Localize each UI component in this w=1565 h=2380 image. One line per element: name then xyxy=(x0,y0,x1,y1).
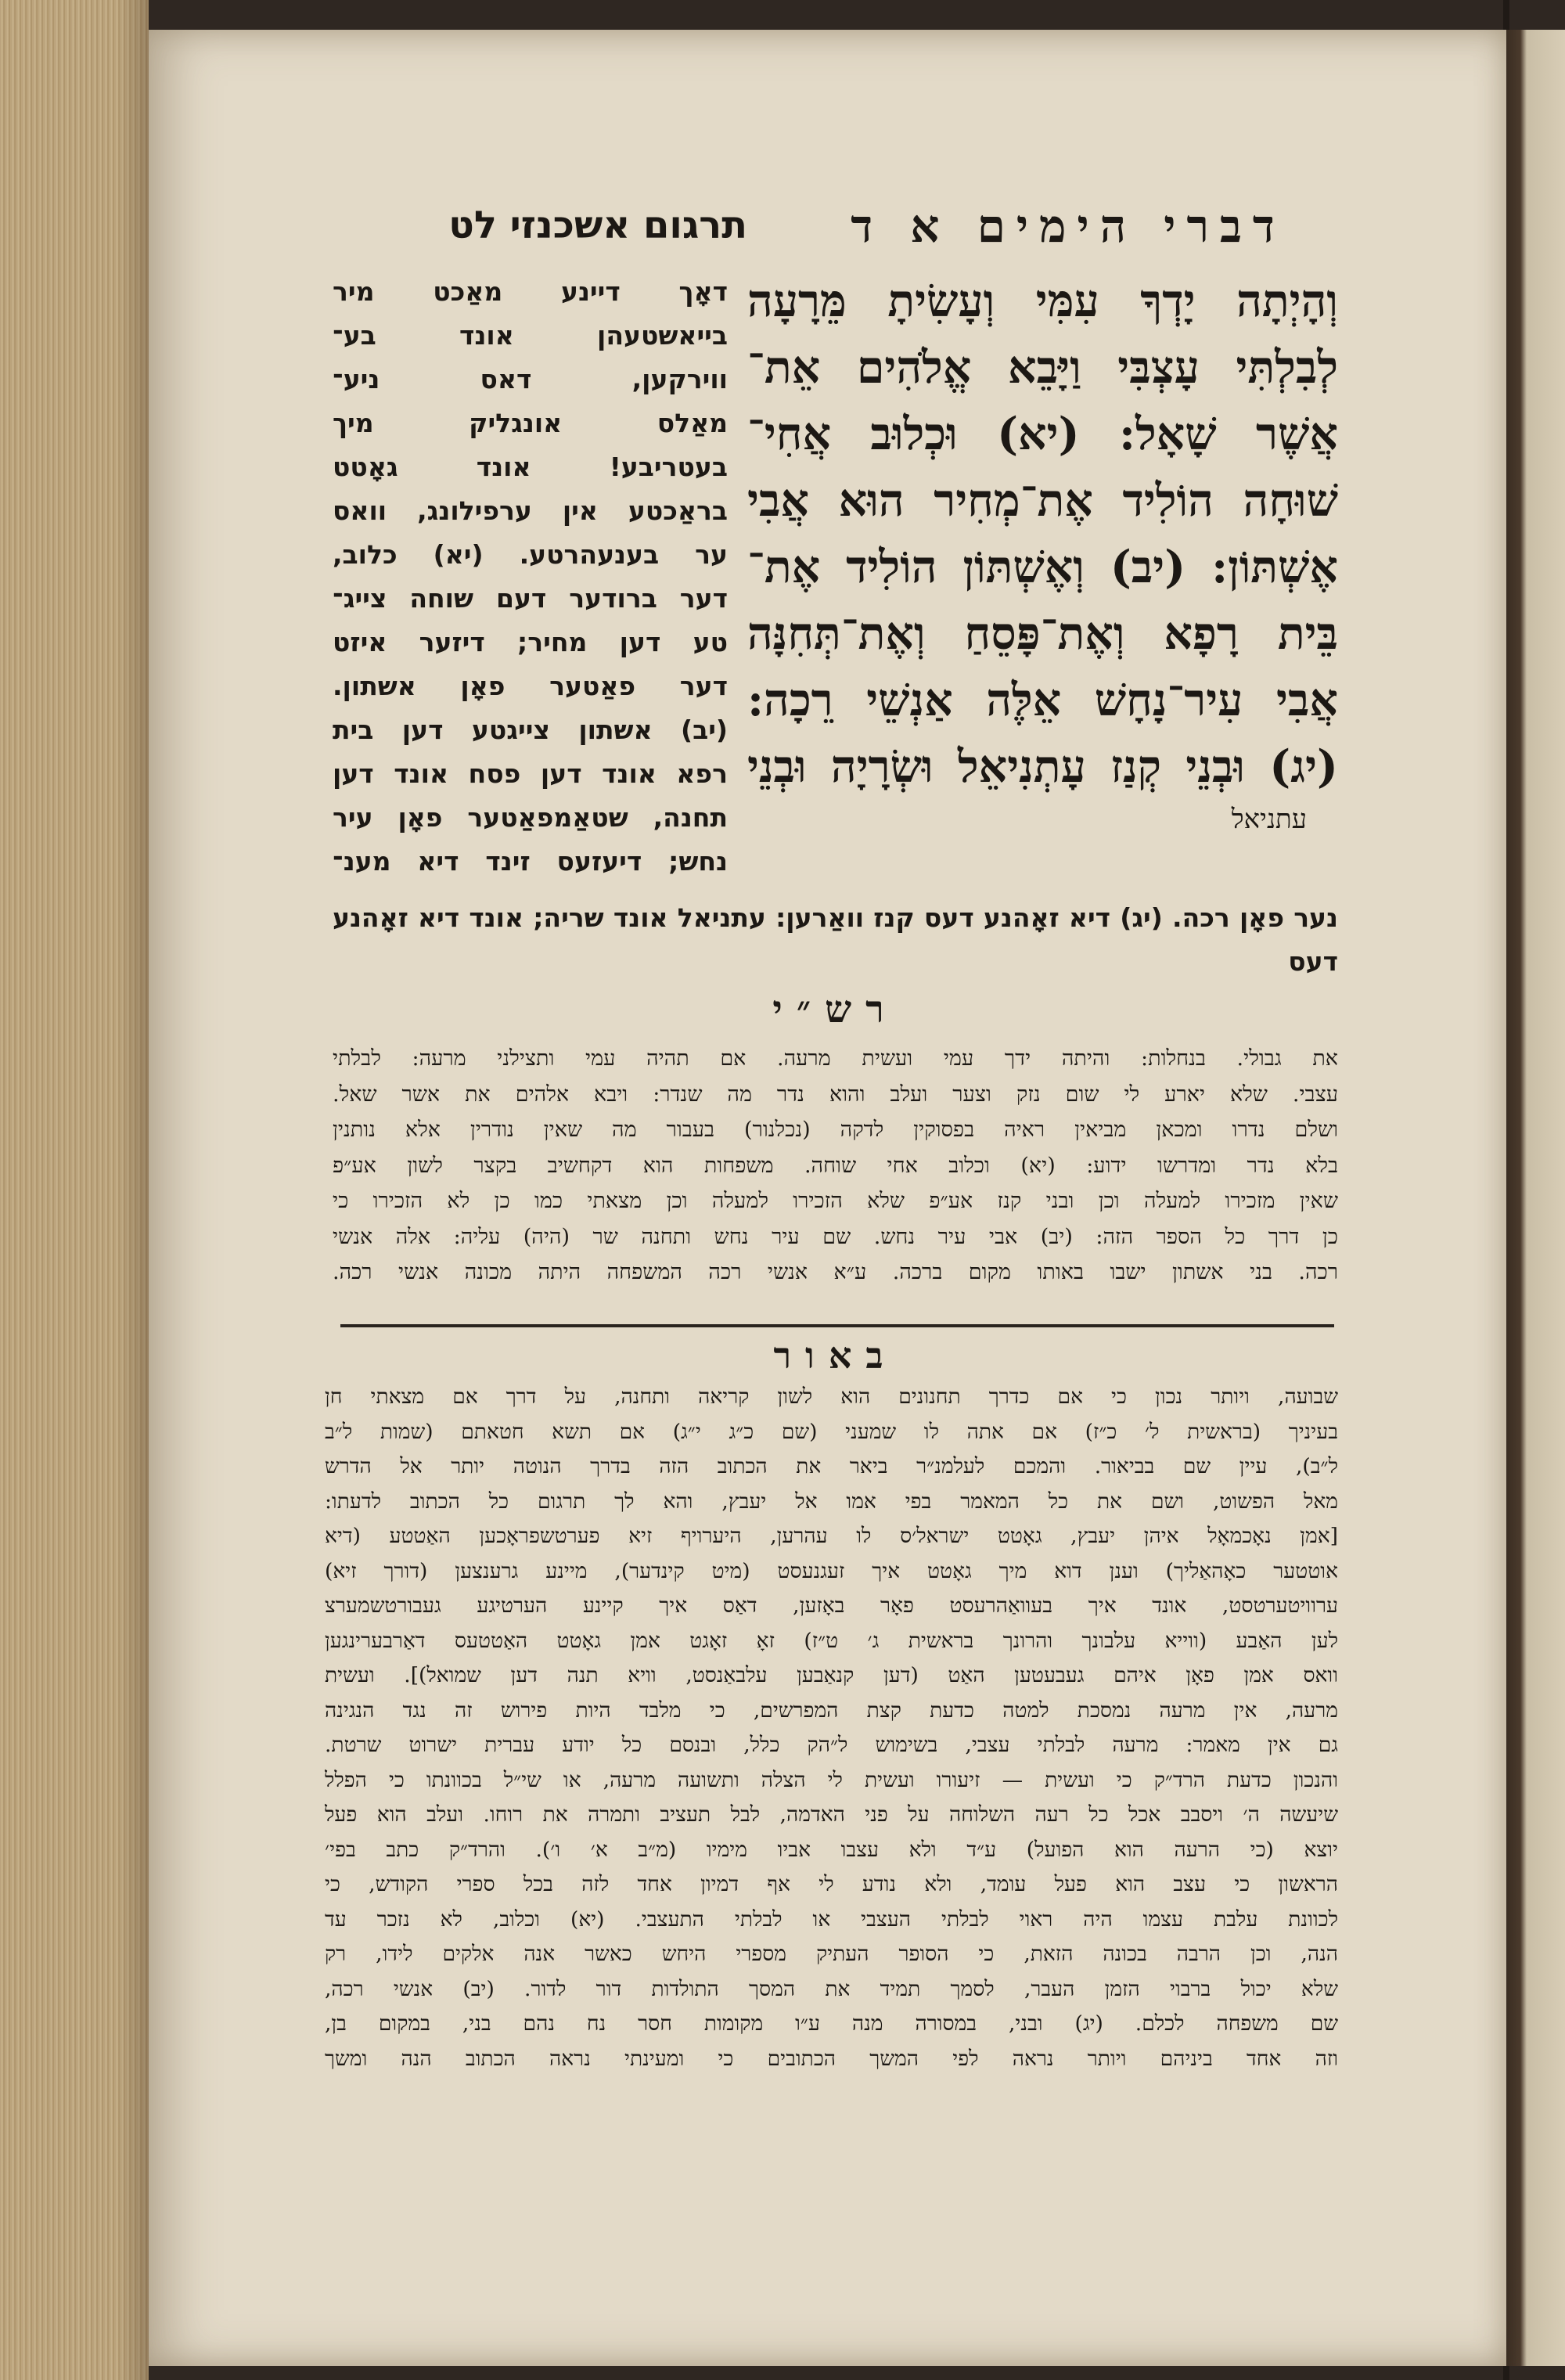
targum-line: בייאשטעהן אונד בע־ xyxy=(333,320,728,351)
targum-line: דאָך דיינע מאַכט מיר xyxy=(333,276,728,307)
targum-line: תחנה, שטאַמפאַטער פאָן עיר xyxy=(333,802,728,833)
targum-line: (יב) אשתון צייגטע דען בית xyxy=(333,715,728,745)
targum-line: ער בענעהרטע. (יא) כלוב, xyxy=(333,539,728,570)
rashi-line: עצבי. שלא יארע לי שום נזק וצער ועלב והוא נדר מה שנדר: ויבא אלהים את אשר שאל. xyxy=(333,1082,1338,1107)
targum-line: טע דען מחיר; דיזער איזט xyxy=(333,627,728,657)
rashi-line: ושלם נדרו ומכאן מביאין ראיה בפסוקין לדקה (נכלנור) בעבור מה שאין נודרין אלא נותנין xyxy=(333,1118,1338,1142)
biur-line: לען האַבע (ווייא עלבונך והרונך בראשית ג׳ ט״ז) זאָ זאָגט אמן גאָטט האַטטעס דאַרבערינגען xyxy=(325,1628,1338,1653)
targum-line: נחש; דיעזעס זינד דיא מענ־ xyxy=(333,846,728,877)
bible-line: וְהָיְתָה יָדְךָ עִמִּי וְעָשִׂיתָ מֵּרָעָה xyxy=(747,275,1338,327)
targum-title-header: תרגום אשכנזי לט xyxy=(448,203,747,247)
book-page-edges-left xyxy=(0,0,149,2380)
biur-commentary xyxy=(325,1380,1338,2076)
bible-line: לְבִלְתִּי עָצְבִּי וַיָּבֵא אֱלֹהִים אֵת־ xyxy=(747,341,1338,394)
biur-line: [אמן נאָכמאָל איהן יעבץ, גאָטט ישראל׳ס לו עהרען, היערויף זיא פערטשפראָכען האַטטע (דיא xyxy=(325,1524,1338,1548)
rashi-line: את גבולי. בנחלות: והיתה ידך עמי ועשית מרעה. אם תהיה עמי ותצילני מרעה: לבלתי xyxy=(333,1046,1338,1071)
biur-line: הנה, וכן הרבה בכונה הזאת, כי הסופר העתיק מספרי היחש כאשר אנה אלקים לידו, רק xyxy=(325,1942,1338,1966)
bible-line: בֵּית רָפָא וְאֶת־פָּסֵחַ וְאֶת־תְּחִנָּה xyxy=(747,607,1338,660)
section-divider-rule xyxy=(340,1324,1334,1327)
rashi-commentary xyxy=(333,1041,1338,1291)
targum-line: דער ברודער דעם שוחה צייג־ xyxy=(333,583,728,614)
targum-line: בראַכטע אין ערפילונג, וואס xyxy=(333,495,728,526)
biur-line: הראשון כי עצב הוא פעל עומד, ולא נודע לי אף דמיון אחד לזה בכל ספרי הקודש, כי xyxy=(325,1872,1338,1896)
bible-line: אֲבִי עִיר־נָחָשׁ אֵלֶּה אַנְשֵׁי רֵכָה: xyxy=(747,674,1338,726)
targum-continuation-line: נער פאָן רכה. (יג) דיא זאָהנע דעס קנז וואַרען: עתניאל אונד שריה; אונד דיא זאָהנע xyxy=(333,902,1338,933)
bible-text-column xyxy=(747,268,1338,839)
bible-line: שׁוּחָה הוֹלִיד אֶת־מְחִיר הוּא אֲבִי xyxy=(747,474,1338,527)
biur-line: מרעה, אין מרעה נמסכת למטה כדעת קצת המפרשים, כי מלבד היות פירוש זה נגד הנגינה xyxy=(325,1698,1338,1723)
targum-line: מאַלס אונגליק מיך xyxy=(333,408,728,438)
biur-line: לכוונת עלבת עצמו היה ראוי לבלתי העצבי או לבלתי התעצבי. (יא) וכלוב, לא נזכר עד xyxy=(325,1907,1338,1932)
biur-line: שבועה, ויותר נכון כי אם כדרך תחנונים הוא לשון קריאה ותחנה, על דרך אם מצאתי חן xyxy=(325,1384,1338,1409)
bible-line: אֶשְׁתּוֹן: (יב) וְאֶשְׁתּוֹן הוֹלִיד אֶת־ xyxy=(747,541,1338,593)
biur-line: וזה אחד ביניהם ויותר נראה לפי המשך הכתובים כי ומעינתי נראה הכתוב הנה ומשך xyxy=(325,2046,1338,2071)
biur-line: גם אין מאמר: מרעה לבלתי עצבי, בשימוש ל״הק כלל, ובנסם כל יודע עברית ישרוט שרטת. xyxy=(325,1733,1338,1757)
targum-column xyxy=(333,270,728,884)
book-title-header: דברי הימים א ד xyxy=(851,200,1286,253)
rashi-line: שאין מזכירו למעלה וכן ובני קנז אע״פ שלא הזכירו למעלה וכן מצאתי כמו כן לא הזכירו כי xyxy=(333,1189,1338,1213)
biur-line: ערוויטערטסט, אונד איך בעוואַהרעסט פאָר באָזען, דאַס איך קיינע הערטיגע געבורטשמערצ xyxy=(325,1593,1338,1618)
biur-line: אוטטער כאָהאַליך) וענן דוא מיך גאָטט איך זעגנעסט (מיט קינדער), מיינע גרענצען (דורך זיא) xyxy=(325,1558,1338,1583)
biur-line: ל״ב), עיין שם בביאור. והמכם לעלמנ״ר ביאר את הכתוב הזה בדרך הנוטה יותר אל הדרש xyxy=(325,1454,1338,1478)
targum-line: רפא אונד דען פסח אונד דען xyxy=(333,758,728,789)
targum-line: בעטריבע! אונד גאָטט xyxy=(333,452,728,482)
targum-line: דער פאַטער פאָן אשתון. xyxy=(333,671,728,701)
biur-line: בעיניך (בראשית ל׳ כ״ז) אם אתה לו שמעני (שם כ״ג י״ג) אם תשא חטאתם (שמות ל״ב xyxy=(325,1419,1338,1444)
rashi-line: בלא נדר ומדרשו ידוע: (יא) וכלוב אחי שוחה. משפחות הוא דקחשיב בקצר לשון אע״פ xyxy=(333,1153,1338,1178)
biur-line: שלא יכול ברבוי הזמן העבר, לסמך תמיד את המסך התולדות דור לדור. (יב) אנשי רכה, xyxy=(325,1976,1338,2001)
bible-margin-note: עתניאל xyxy=(1231,804,1307,835)
rashi-line: רכה. בני אשתון ישבו באותו מקום ברכה. ע״א אנשי רכה המשפחה היתה מכונה אנשי רכה. xyxy=(333,1260,1338,1284)
bible-line: אֲשֶׁר שָׁאָל: (יא) וּכְלוּב אֲחִי־ xyxy=(747,408,1338,460)
targum-continuation xyxy=(333,896,1338,984)
biur-line: יוצא (כי הרעה הוא הפועל) ע״ד ולא עצבו אביו מימיו (מ״ב א׳ ו׳). והרד״ק כתב בפי׳ xyxy=(325,1837,1338,1862)
rashi-line: כן דרך כל הספר הזה: (יב) אבי עיר נחש. שם עיר נחש ותחנה שר (היה) עליה: אלה אנשי xyxy=(333,1224,1338,1249)
biur-line: שיעשה ה׳ ויסבב אכל כל רעה השלוחה על פני האדמה, לבל תעציב ותמרה את רוחו. ועלב הוא פעל xyxy=(325,1802,1338,1827)
biur-line: שם משפחה לכלם. (יג) ובני, במסורה מנה ע״ו מקומות חסר נח נהם בני, במקום בן, xyxy=(325,2011,1338,2036)
rashi-heading: רש״י xyxy=(772,988,898,1032)
book-page-edge-right xyxy=(1506,30,1565,2366)
targum-line: ווירקען, דאס ניע־ xyxy=(333,364,728,394)
targum-continuation-line: דעס xyxy=(1288,946,1338,977)
biur-heading: באור xyxy=(773,1334,898,1377)
biur-line: וואס אמן פאָן איהם געבעטען האַט (דען קנאַבען עלבאַנסט, וויא תנה דען שמואל)]. ועשית xyxy=(325,1663,1338,1687)
biur-line: מאל הפשוט, ושם את כל המאמר בפי אמו אל יעבץ, והא לך תרגום כל הכתוב לדעתו: xyxy=(325,1489,1338,1514)
biur-line: והנכון כדעת הרד״ק כי ועשית — זיעורו ועשית לי הצלה ותשועה מרעה, או שי״ל בכוונתו כי הפלל xyxy=(325,1767,1338,1792)
bible-line: (יג) וּבְנֵי קְנַז עָתְנִיאֵל וּשְׂרָיָה וּבְנֵי xyxy=(747,740,1338,793)
